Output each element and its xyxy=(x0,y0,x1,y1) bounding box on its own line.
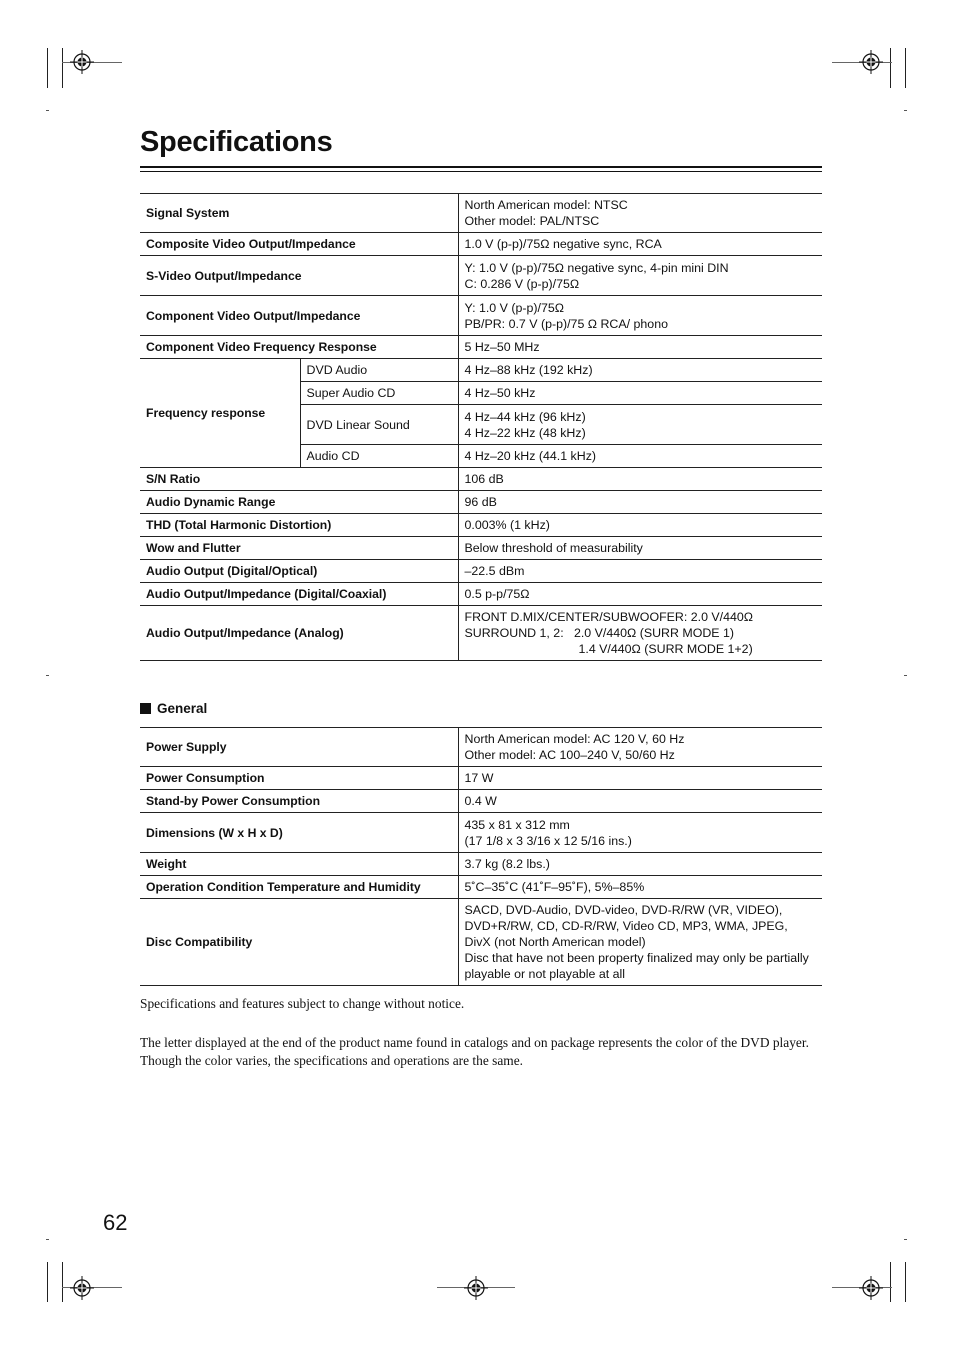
value-line: Other model: PAL/NTSC xyxy=(464,214,600,228)
row-value xyxy=(458,296,822,336)
table-row xyxy=(140,560,822,583)
table-row xyxy=(140,583,822,606)
row-value xyxy=(458,405,822,445)
sub-label: Audio CD xyxy=(300,445,458,468)
value-line: Y: 1.0 V (p-p)/75Ω negative sync, 4-pin mini DIN xyxy=(464,260,729,275)
crop-mark xyxy=(62,1262,63,1302)
row-value xyxy=(458,728,822,767)
value-line: 435 x 81 x 312 mm xyxy=(464,817,570,832)
table-row xyxy=(140,468,822,491)
page-title: Specifications xyxy=(140,126,333,158)
registration-mark-icon xyxy=(70,1276,94,1300)
value-line: (17 1/8 x 3 3/16 x 12 5/16 ins.) xyxy=(464,833,632,848)
margin-tick xyxy=(904,1239,907,1240)
row-label: Audio Output/Impedance (Analog) xyxy=(140,606,458,661)
registration-mark-icon xyxy=(70,50,94,74)
row-label: Power Supply xyxy=(140,728,458,767)
row-label: S-Video Output/Impedance xyxy=(140,256,458,296)
value-line: DVD+R/RW, CD, CD-R/RW, Video CD, MP3, WMA, JPEG, xyxy=(464,919,788,933)
value-line: SURROUND 1, 2: 2.0 V/440Ω (SURR MODE 1) xyxy=(464,626,735,640)
row-label: THD (Total Harmonic Distortion) xyxy=(140,514,458,537)
value-line: North American model: NTSC xyxy=(464,198,628,212)
table-row xyxy=(140,876,822,899)
value-line: DivX (not North American model) xyxy=(464,935,646,949)
row-value xyxy=(458,606,822,661)
row-value xyxy=(458,194,822,233)
value-line: Disc that have not been property finalized may only be partially xyxy=(464,951,809,965)
row-value: 106 dB xyxy=(458,468,822,491)
row-value: 17 W xyxy=(458,767,822,790)
table-row xyxy=(140,256,822,296)
row-label: Audio Output/Impedance (Digital/Coaxial) xyxy=(140,583,458,606)
row-label: Component Video Frequency Response xyxy=(140,336,458,359)
table-row xyxy=(140,336,822,359)
row-value: 4 Hz–20 kHz (44.1 kHz) xyxy=(458,445,822,468)
table-row xyxy=(140,790,822,813)
section-heading-text: General xyxy=(157,701,208,716)
row-value: 0.003% (1 kHz) xyxy=(458,514,822,537)
table-row xyxy=(140,514,822,537)
general-table xyxy=(140,727,822,986)
margin-tick xyxy=(904,675,907,676)
crop-mark xyxy=(47,48,48,88)
row-value xyxy=(458,256,822,296)
row-label: S/N Ratio xyxy=(140,468,458,491)
row-value: –22.5 dBm xyxy=(458,560,822,583)
row-label: Component Video Output/Impedance xyxy=(140,296,458,336)
table-row xyxy=(140,767,822,790)
row-label: Dimensions (W x H x D) xyxy=(140,813,458,853)
title-rule-thin xyxy=(140,171,822,172)
row-label: Audio Output (Digital/Optical) xyxy=(140,560,458,583)
value-line: SACD, DVD-Audio, DVD-video, DVD-R/RW (VR, VIDEO), xyxy=(464,903,783,917)
margin-tick xyxy=(46,110,49,111)
value-line: 1.4 V/440Ω (SURR MODE 1+2) xyxy=(578,642,753,656)
value-line: Other model: AC 100–240 V, 50/60 Hz xyxy=(464,748,675,762)
sub-label: Super Audio CD xyxy=(300,382,458,405)
table-row xyxy=(140,899,822,986)
value-line: FRONT D.MIX/CENTER/SUBWOOFER: 2.0 V/440Ω xyxy=(464,610,754,624)
row-label: Frequency response xyxy=(140,359,300,468)
table-row xyxy=(140,813,822,853)
square-bullet-icon xyxy=(140,703,151,714)
row-value: 0.4 W xyxy=(458,790,822,813)
crop-mark xyxy=(890,1262,891,1302)
title-rule xyxy=(140,166,822,168)
row-label: Stand-by Power Consumption xyxy=(140,790,458,813)
margin-tick xyxy=(904,110,907,111)
table-row xyxy=(140,359,822,382)
value-line: 4 Hz–44 kHz (96 kHz) xyxy=(464,409,586,424)
row-value: 5 Hz–50 MHz xyxy=(458,336,822,359)
specifications-table xyxy=(140,193,822,661)
row-label: Signal System xyxy=(140,194,458,233)
row-label: Weight xyxy=(140,853,458,876)
crop-mark xyxy=(890,48,891,88)
row-label: Audio Dynamic Range xyxy=(140,491,458,514)
crop-mark xyxy=(905,48,906,88)
row-label: Disc Compatibility xyxy=(140,899,458,986)
row-value xyxy=(458,813,822,853)
value-line: PB/PR: 0.7 V (p-p)/75 Ω RCA/ phono xyxy=(464,316,668,331)
table-row xyxy=(140,606,822,661)
crop-mark xyxy=(62,48,63,88)
row-value: 5˚C–35˚C (41˚F–95˚F), 5%–85% xyxy=(458,876,822,899)
margin-tick xyxy=(46,675,49,676)
registration-mark-icon xyxy=(859,50,883,74)
registration-mark-icon xyxy=(464,1276,488,1300)
page-number: 62 xyxy=(103,1210,128,1235)
row-value: 1.0 V (p-p)/75Ω negative sync, RCA xyxy=(458,233,822,256)
margin-tick xyxy=(46,1239,49,1240)
sub-label: DVD Audio xyxy=(300,359,458,382)
value-line: North American model: AC 120 V, 60 Hz xyxy=(464,732,685,746)
registration-mark-icon xyxy=(859,1276,883,1300)
section-heading xyxy=(140,701,207,716)
table-row xyxy=(140,233,822,256)
row-label: Wow and Flutter xyxy=(140,537,458,560)
row-value xyxy=(458,899,822,986)
table-row xyxy=(140,853,822,876)
color-notice: The letter displayed at the end of the product name found in catalogs and on package represents the color of the DVD player. Though the color varies, the specifications and operations are the same. xyxy=(140,1035,809,1068)
crop-mark xyxy=(47,1262,48,1302)
row-value: 3.7 kg (8.2 lbs.) xyxy=(458,853,822,876)
crop-mark xyxy=(905,1262,906,1302)
row-label: Operation Condition Temperature and Humidity xyxy=(140,876,458,899)
table-row xyxy=(140,296,822,336)
value-line: Y: 1.0 V (p-p)/75Ω xyxy=(464,300,564,315)
value-line: C: 0.286 V (p-p)/75Ω xyxy=(464,276,580,291)
row-value: 4 Hz–50 kHz xyxy=(458,382,822,405)
row-value: 96 dB xyxy=(458,491,822,514)
value-line: playable or not playable at all xyxy=(464,967,625,981)
sub-label: DVD Linear Sound xyxy=(300,405,458,445)
row-value: 4 Hz–88 kHz (192 kHz) xyxy=(458,359,822,382)
table-row xyxy=(140,728,822,767)
value-line: 4 Hz–22 kHz (48 kHz) xyxy=(464,425,586,440)
row-value: Below threshold of measurability xyxy=(458,537,822,560)
table-row xyxy=(140,491,822,514)
row-label: Power Consumption xyxy=(140,767,458,790)
table-row xyxy=(140,537,822,560)
change-notice: Specifications and features subject to change without notice. xyxy=(140,996,465,1011)
row-label: Composite Video Output/Impedance xyxy=(140,233,458,256)
table-row xyxy=(140,194,822,233)
row-value: 0.5 p-p/75Ω xyxy=(458,583,822,606)
